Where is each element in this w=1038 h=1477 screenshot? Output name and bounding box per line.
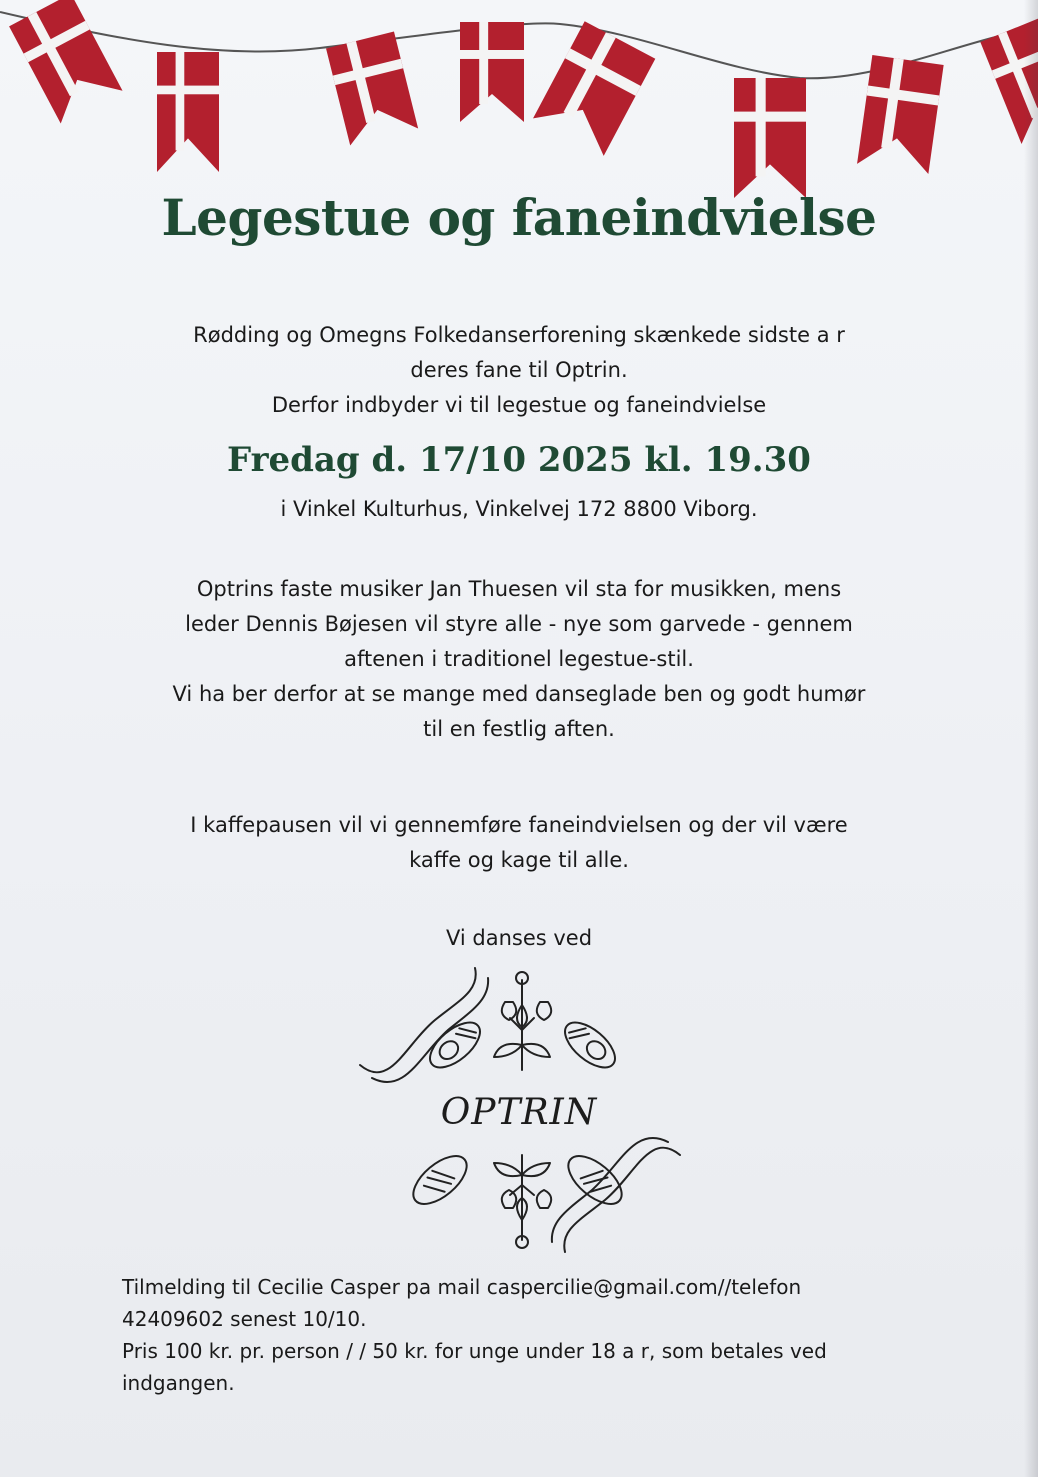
intro-line-3: Derfor indbyder vi til legestue og faneindvielse: [271, 393, 767, 417]
bunting-flag-4: [460, 22, 524, 122]
bunting-flag-2: [157, 52, 219, 172]
footer-line-3: Pris 100 kr. pr. person / / 50 kr. for unge under 18 a r, som betales ved: [122, 1339, 827, 1363]
page-edge-shadow: [1024, 0, 1038, 1477]
event-date: Fredag d. 17/10 2025 kl. 19.30: [227, 440, 811, 480]
logo-shoe-top-right: [557, 1014, 622, 1076]
music-paragraph: [0, 572, 1038, 747]
event-venue: [0, 492, 1038, 527]
logo-flower-top: [494, 972, 551, 1070]
bunting-flag-6: [734, 78, 806, 198]
logo-ribbon-top-left-inner: [372, 978, 488, 1082]
logo-wordmark: OPTRIN: [440, 1092, 598, 1133]
intro-paragraph: [0, 318, 1038, 423]
logo-ribbon-bottom-right-inner: [552, 1138, 668, 1242]
logo-shoe-bottom-right: [560, 1147, 630, 1213]
bunting-flag-5: [533, 21, 655, 156]
logo-flower-bottom: [494, 1155, 551, 1248]
music-line-4: Vi ha ber derfor at se mange med danseglade ben og godt humør: [172, 682, 866, 706]
dance-to-text: Vi danses ved: [445, 926, 593, 950]
page-title: Legestue og faneindvielse: [161, 188, 877, 247]
footer-info: [122, 1271, 902, 1399]
danish-flag-bunting: [0, 0, 1038, 210]
coffee-line-1: I kaffepausen vil vi gennemføre faneindvielsen og der vil være: [190, 813, 848, 837]
bunting-flag-3: [326, 32, 418, 146]
music-line-5: til en festlig aften.: [423, 717, 615, 741]
footer-line-4: indgangen.: [122, 1371, 235, 1395]
dance-to-label: [0, 921, 1038, 956]
bunting-flag-7: [857, 55, 944, 174]
coffee-paragraph: [0, 808, 1038, 878]
music-line-3: aftenen i traditionel legestue-stil.: [344, 647, 694, 671]
venue-line: i Vinkel Kulturhus, Vinkelvej 172 8800 Viborg.: [280, 497, 758, 521]
logo-ribbon-bottom-right: [564, 1148, 680, 1252]
music-line-1: Optrins faste musiker Jan Thuesen vil sta for musikken, mens: [196, 577, 842, 601]
coffee-line-2: kaffe og kage til alle.: [409, 848, 629, 872]
intro-line-2: deres fane til Optrin.: [410, 358, 628, 382]
footer-line-1: Tilmelding til Cecilie Casper pa mail caspercilie@gmail.com//telefon: [122, 1275, 802, 1299]
intro-line-1: Rødding og Omegns Folkedanserforening skænkede sidste a r: [193, 323, 845, 347]
logo-shoe-bottom-left: [405, 1147, 475, 1213]
logo-ribbon-top-left: [360, 968, 476, 1072]
music-line-2: leder Dennis Bøjesen vil styre alle - nye som garvede - gennem: [185, 612, 853, 636]
footer-line-2: 42409602 senest 10/10.: [122, 1307, 367, 1331]
bunting-flag-1: [9, 0, 122, 124]
